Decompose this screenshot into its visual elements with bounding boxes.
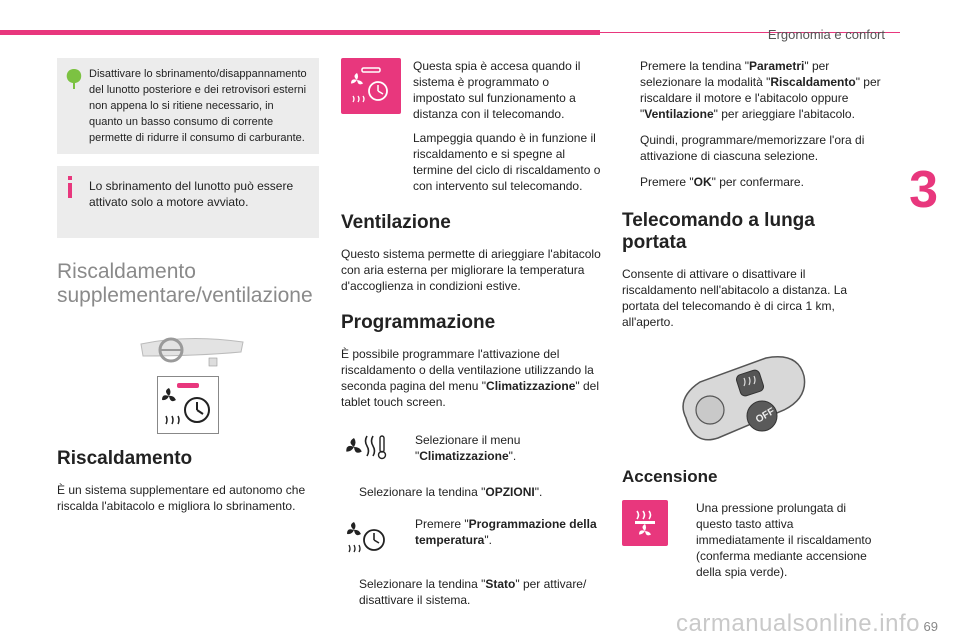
column-2 xyxy=(341,58,603,608)
lamp-description-1: Questa spia è accesa quando il sistema è programmato o impostato sul funzionamento a distanza con il telecomando. xyxy=(413,59,581,121)
header-accent-bar xyxy=(0,30,600,35)
step-ok: Premere "OK" per confermare. xyxy=(640,175,804,189)
climate-menu-icon xyxy=(341,432,391,462)
eco-note xyxy=(57,58,319,154)
warning-lamp-block xyxy=(341,58,603,194)
heater-timer-icon xyxy=(161,380,215,430)
heading-accensione: Accensione xyxy=(622,467,718,486)
ventilazione-body: Questo sistema permette di arieggiare l'abitacolo con aria esterna per migliorare la temperatura d'accoglienza in condizioni estive. xyxy=(341,247,601,293)
chapter-number: 3 xyxy=(909,161,938,219)
step-program-temp xyxy=(341,516,603,556)
accensione-step: Una pressione prolungata di questo tasto attiva immediatamente il riscaldamento (conferma mediante accensione della spia verde). xyxy=(696,501,872,579)
page-title: Riscaldamento supplementare/ventilazione xyxy=(57,260,313,307)
remote-control-illustration xyxy=(674,352,810,448)
accensione-block xyxy=(622,500,882,580)
program-temperature-icon xyxy=(341,516,391,556)
heater-program-icon-frame xyxy=(157,376,219,434)
programmazione-body: È possibile programmare l'attivazione del riscaldamento o della ventilazione utilizzando la seconda pagina del menu "Climatizzazione" del tablet touch screen. xyxy=(341,347,599,409)
telecomando-body: Consente di attivare o disattivare il riscaldamento nell'abitacolo a distanza. La portata del telecomando è di circa 1 km, all'aperto. xyxy=(622,267,848,329)
riscaldamento-body: È un sistema supplementare ed autonomo che riscalda l'abitacolo e migliora lo sbrinamento. xyxy=(57,483,306,513)
remote-off-label: OFF xyxy=(753,406,777,426)
heading-ventilazione: Ventilazione xyxy=(341,212,451,233)
warning-lamp-icon xyxy=(341,58,401,114)
heater-on-button-icon xyxy=(622,500,668,546)
column-1 xyxy=(57,58,319,514)
step-1: Selezionare il menu "Climatizzazione". xyxy=(415,433,521,463)
info-note-text: Lo sbrinamento del lunotto può essere attivato solo a motore avviato. xyxy=(89,179,294,209)
info-icon xyxy=(65,176,75,202)
step-2: Selezionare la tendina "OPZIONI". xyxy=(359,485,543,499)
leaf-icon xyxy=(65,68,83,95)
heading-telecomando: Telecomando a lunga portata xyxy=(622,210,815,253)
column-3 xyxy=(622,58,882,580)
step-3: Premere "Programmazione della temperatura". xyxy=(415,517,597,547)
eco-note-text: Disattivare lo sbrinamento/disappannamento del lunotto posteriore e dei retrovisori esterni non appena lo si ritiene necessario, in quanto un basso consumo di corrente permette di ridurre il consumo di carburante. xyxy=(89,68,307,144)
dashboard-illustration xyxy=(137,330,247,370)
page-number: 69 xyxy=(923,619,938,634)
section-title: Ergonomia e confort xyxy=(767,27,885,42)
watermark: carmanualsonline.info xyxy=(676,610,920,637)
step-4: Selezionare la tendina "Stato" per attivare/ disattivare il sistema. xyxy=(359,577,587,607)
info-note xyxy=(57,166,319,238)
heading-programmazione: Programmazione xyxy=(341,312,496,333)
lamp-description-2: Lampeggia quando è in funzione il riscaldamento e si spegne al termine del ciclo di riscaldamento o con intervento sul telecomando. xyxy=(413,131,601,193)
heading-riscaldamento: Riscaldamento xyxy=(57,448,193,469)
step-climate-menu xyxy=(341,432,603,464)
step-parametri: Premere la tendina "Parametri" per selezionare la modalità "Riscaldamento" per riscaldare il motore e l'abitacolo oppure "Ventilazione" per arieggiare l'abitacolo. xyxy=(640,59,881,121)
step-memorize: Quindi, programmare/memorizzare l'ora di attivazione di ciascuna selezione. xyxy=(640,133,865,163)
